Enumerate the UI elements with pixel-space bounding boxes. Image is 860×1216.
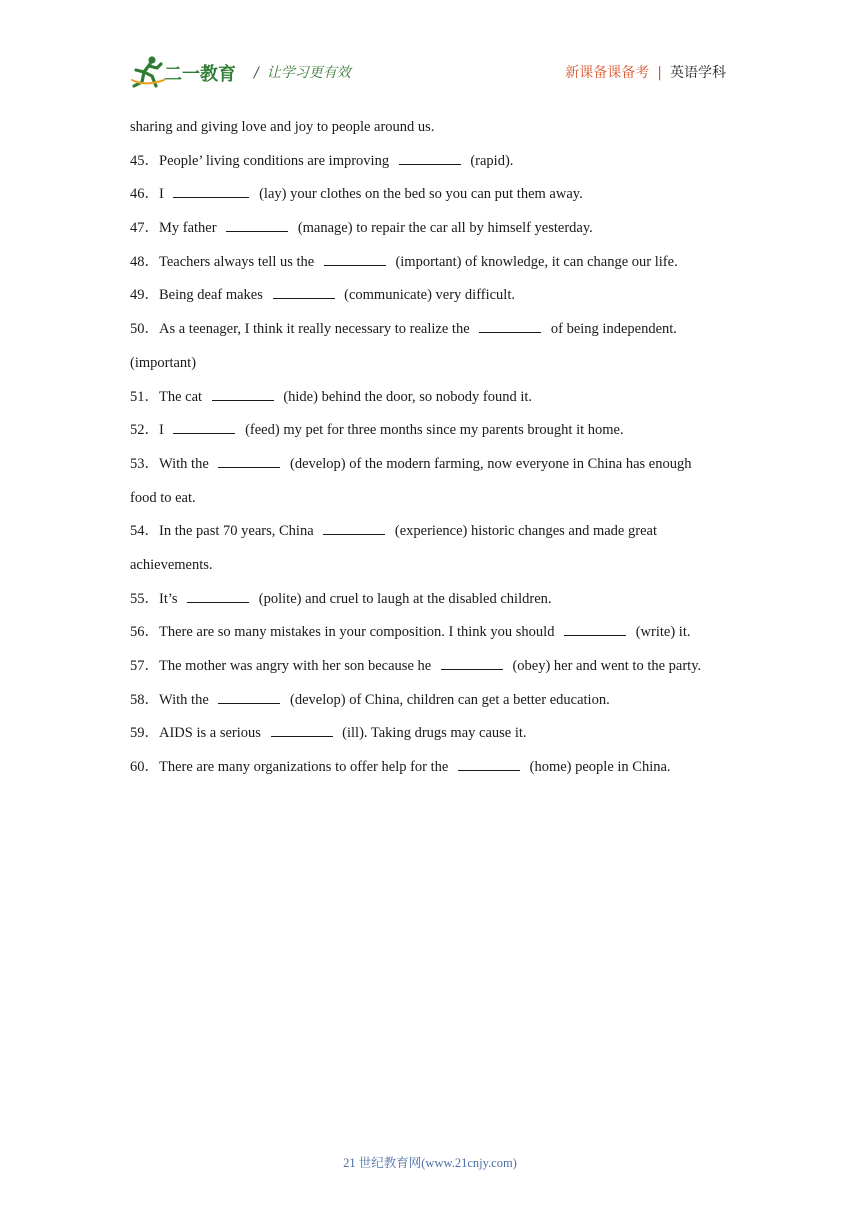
question-60 — [130, 751, 730, 785]
answer-blank[interactable] — [173, 183, 249, 198]
question-number: 51． — [130, 388, 159, 405]
question-text: AIDS is a serious — [159, 725, 261, 742]
answer-blank[interactable] — [564, 621, 626, 636]
question-text: There are so many mistakes in your composition. I think you should — [159, 624, 555, 641]
question-text: I — [159, 422, 164, 439]
question-number: 56． — [130, 624, 159, 641]
question-50-continuation: (important) — [130, 354, 197, 371]
question-45 — [130, 145, 730, 179]
question-number: 58． — [130, 691, 159, 708]
continuation-line: sharing and giving love and joy to people around us. — [130, 119, 435, 135]
answer-blank[interactable] — [218, 453, 280, 468]
logo — [130, 54, 250, 88]
question-text: The mother was angry with her son because he — [159, 658, 432, 674]
running-man-icon — [130, 54, 166, 88]
question-49 — [130, 279, 730, 313]
question-52 — [130, 414, 730, 448]
question-text: Teachers always tell us the — [159, 253, 315, 270]
question-text: (feed) my pet for three months since my parents brought it home. — [245, 422, 624, 439]
question-text: (important) of knowledge, it can change our life. — [395, 253, 678, 270]
question-text: There are many organizations to offer help for the — [159, 759, 449, 776]
question-48 — [130, 246, 730, 280]
question-text: I — [159, 186, 164, 203]
slogan-text: 让学习更有效 — [266, 65, 351, 81]
question-text: It’s — [159, 590, 178, 607]
question-text: (lay) your clothes on the bed so you can put them away. — [259, 186, 583, 203]
question-53-continuation: food to eat. — [130, 489, 196, 506]
header-subject — [565, 62, 726, 82]
question-text: (manage) to repair the car all by himself yesterday. — [297, 220, 593, 237]
question-text: (write) it. — [635, 624, 691, 641]
answer-blank[interactable] — [458, 756, 520, 771]
answer-blank[interactable] — [441, 655, 503, 670]
question-46 — [130, 178, 730, 212]
question-text: (ill). Taking drugs may cause it. — [342, 725, 527, 742]
question-text: My father — [159, 220, 217, 237]
question-number: 50． — [130, 321, 159, 338]
slogan-divider: / — [254, 65, 259, 81]
answer-blank[interactable] — [399, 150, 461, 165]
question-51 — [130, 381, 730, 415]
question-number: 59． — [130, 725, 159, 742]
page-footer: 21 世纪教育网(www.21cnjy.com) — [343, 1156, 517, 1170]
question-number: 53． — [130, 455, 159, 472]
question-55 — [130, 583, 730, 617]
question-text: of being independent. — [550, 321, 677, 338]
question-50 — [130, 313, 730, 347]
question-text: (hide) behind the door, so nobody found it. — [283, 388, 533, 405]
question-47 — [130, 212, 730, 246]
header-subject-label: 英语学科 — [670, 65, 726, 81]
question-text: In the past 70 years, China — [159, 523, 314, 540]
question-number: 60． — [130, 759, 159, 776]
question-59 — [130, 717, 730, 751]
answer-blank[interactable] — [479, 318, 541, 333]
question-number: 54． — [130, 523, 159, 540]
question-text: As a teenager, I think it really necessary to realize the — [159, 321, 470, 338]
answer-blank[interactable] — [271, 722, 333, 737]
answer-blank[interactable] — [324, 251, 386, 266]
question-58 — [130, 684, 730, 718]
question-text: (polite) and cruel to laugh at the disabled children. — [258, 590, 552, 607]
exercise-content — [130, 111, 730, 785]
question-text: Being deaf makes — [159, 287, 263, 304]
question-text: (home) people in China. — [529, 759, 671, 776]
answer-blank[interactable] — [218, 689, 280, 704]
question-57 — [130, 650, 730, 684]
question-text: (rapid). — [470, 152, 514, 169]
question-text: (develop) of the modern farming, now everyone in China has enough — [290, 455, 692, 472]
logo-text: 二一教育 — [164, 64, 236, 85]
question-54-continuation: achievements. — [130, 556, 213, 573]
question-number: 46． — [130, 186, 159, 203]
answer-blank[interactable] — [323, 520, 385, 535]
header-course-label: 新课备课备考 — [565, 65, 650, 81]
question-text: People’ living conditions are improving — [159, 152, 390, 169]
question-number: 49． — [130, 287, 159, 304]
question-number: 57． — [130, 658, 159, 674]
slogan — [254, 62, 351, 82]
question-number: 52． — [130, 422, 159, 439]
question-text: (obey) her and went to the party. — [512, 658, 702, 674]
question-54 — [130, 515, 730, 549]
question-text: (communicate) very difficult. — [344, 287, 515, 304]
question-number: 48． — [130, 253, 159, 270]
header-separator: | — [657, 65, 662, 81]
question-number: 47． — [130, 220, 159, 237]
page-header — [130, 54, 726, 94]
answer-blank[interactable] — [212, 386, 274, 401]
question-text: With the — [159, 691, 209, 708]
answer-blank[interactable] — [273, 284, 335, 299]
question-number: 55． — [130, 590, 159, 607]
answer-blank[interactable] — [226, 217, 288, 232]
question-text: With the — [159, 455, 209, 472]
question-53 — [130, 448, 730, 482]
question-text: (experience) historic changes and made great — [394, 523, 657, 540]
question-56 — [130, 616, 730, 650]
question-text: The cat — [159, 388, 203, 405]
question-number: 45． — [130, 152, 159, 169]
question-text: (develop) of China, children can get a better education. — [290, 691, 610, 708]
answer-blank[interactable] — [173, 419, 235, 434]
answer-blank[interactable] — [187, 588, 249, 603]
